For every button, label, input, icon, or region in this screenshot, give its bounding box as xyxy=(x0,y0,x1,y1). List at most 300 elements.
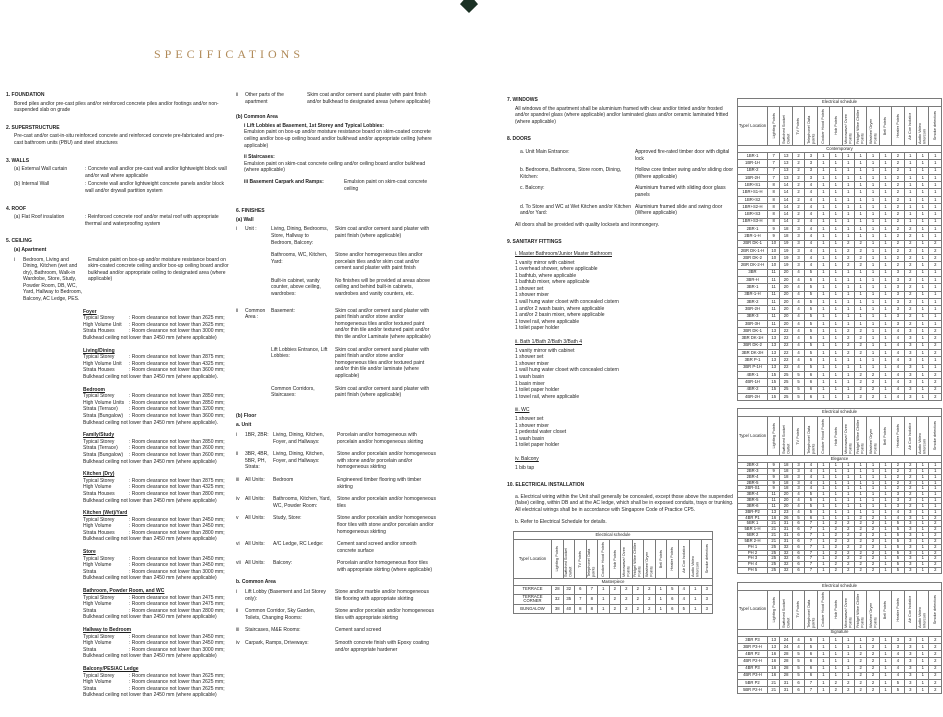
point-count: 1 xyxy=(842,291,854,298)
point-count: 1 xyxy=(917,393,929,400)
point-count: 1 xyxy=(879,306,891,313)
column-header xyxy=(917,107,929,146)
point-count: 2 xyxy=(929,562,942,568)
point-count: 14 xyxy=(780,218,792,225)
column-header xyxy=(817,417,829,456)
fixture-area-title: iv. Balcony xyxy=(515,455,539,462)
spec-item-label: c. Balcony: xyxy=(520,185,545,192)
fixture-item: 1 shower mixer xyxy=(515,292,549,299)
unit-type: PH 2 xyxy=(738,550,768,556)
point-count: 1 xyxy=(830,240,842,247)
point-count: 2 xyxy=(929,568,942,574)
point-count: 2 xyxy=(929,544,942,550)
apartment-subheading: (a) Apartment xyxy=(14,246,47,253)
point-count: 2 xyxy=(854,262,866,269)
unit-type: 4BR P2 xyxy=(738,651,768,658)
ceiling-clearance-row xyxy=(83,523,232,530)
electrical-schedule-table xyxy=(513,531,713,614)
point-count: 4 xyxy=(805,182,817,189)
point-count: 1 xyxy=(830,342,842,349)
point-count: 4 xyxy=(792,636,804,643)
ceiling-block-title: Family/Study xyxy=(83,432,115,439)
ceiling-block-title: Hallway to Bedroom xyxy=(83,627,132,633)
point-count: 1 xyxy=(830,480,842,486)
point-count: 1 xyxy=(917,255,929,262)
section-walls xyxy=(6,158,232,195)
clearance-value: : Room clearance not lower than 2600 mm; xyxy=(129,451,225,458)
point-count: 1 xyxy=(817,335,829,342)
point-count: 1 xyxy=(854,492,866,498)
point-count: 22 xyxy=(780,350,792,357)
column-header xyxy=(792,590,804,629)
point-count: 1 xyxy=(830,474,842,480)
point-count: 2 xyxy=(929,644,942,651)
column-header-label: Smoke detectors xyxy=(932,421,938,451)
wall-finish-row xyxy=(271,386,436,399)
column-header-label: Air Con Isolator xyxy=(907,112,913,140)
point-count: 3 xyxy=(892,320,904,327)
point-count: 5 xyxy=(805,269,817,276)
clearance-value: : Room clearance not lower than 2850 mm; xyxy=(129,393,225,400)
column-header xyxy=(701,540,713,579)
wall-finish-group xyxy=(236,308,436,405)
point-count: 15 xyxy=(768,371,780,378)
ceiling-clearance-row xyxy=(83,491,232,498)
point-count: 2 xyxy=(867,386,879,393)
point-count: 2 xyxy=(644,605,656,614)
section-superstructure xyxy=(6,125,232,147)
schedule-row xyxy=(738,284,942,291)
floor-finish-row xyxy=(236,496,436,509)
point-count: 38 xyxy=(552,605,564,614)
unit-type: 1BR+S2-H xyxy=(738,204,768,211)
point-count: 2 xyxy=(929,240,942,247)
point-count: 2 xyxy=(929,350,942,357)
point-count: 1 xyxy=(917,379,929,386)
point-count: 1 xyxy=(867,196,879,203)
wall-common-group xyxy=(236,308,436,405)
point-count: 5 xyxy=(792,371,804,378)
spec-item-value: : Concrete wall and/or pre-cast wall and/or lightweight block wall and/or wall where applicable xyxy=(85,166,227,179)
schedule-row xyxy=(738,687,942,694)
point-count: 1 xyxy=(867,277,879,284)
point-count: 1 xyxy=(842,284,854,291)
storey-type: Typical Storey xyxy=(83,672,115,679)
point-count: 1 xyxy=(929,320,942,327)
ceiling-clearance-row xyxy=(83,413,232,420)
point-count: 2 xyxy=(904,492,916,498)
clearance-value: : Room clearance not lower than 2625 mm; xyxy=(129,679,225,686)
point-count: 1 xyxy=(854,364,866,371)
point-count: 24 xyxy=(780,644,792,651)
column-header-label: Telephone/ Data points xyxy=(586,548,596,578)
electrical-schedule-table xyxy=(737,408,942,574)
point-count: 1 xyxy=(917,672,929,679)
schedule-row xyxy=(738,320,942,327)
bulkhead-note: Bulkhead ceiling not lower than 2450 mm (where applicable) xyxy=(83,536,217,543)
area-title: i Lift Lobbies at Basement, 1st Storey and Typical Lobbies: xyxy=(244,122,384,129)
storey-type: Strata (Bungalow) xyxy=(83,451,124,458)
point-count: 1 xyxy=(879,204,891,211)
point-count: 4 xyxy=(892,509,904,515)
point-count: 2 xyxy=(867,562,879,568)
point-count: 1 xyxy=(854,498,866,504)
storey-type: Typical Storey xyxy=(83,594,115,601)
column-header xyxy=(780,590,792,629)
point-count: 3 xyxy=(904,379,916,386)
point-count: 1 xyxy=(879,167,891,174)
point-count: 1 xyxy=(917,509,929,515)
point-count: 2 xyxy=(929,521,942,527)
schedule-row xyxy=(738,240,942,247)
bulkhead-note: Bulkhead ceiling not lower than 2450 mm (where applicable) xyxy=(83,575,217,582)
point-count: 5 xyxy=(892,679,904,686)
column-header-label: Heater Points xyxy=(669,547,675,571)
section-heading: 1. FOUNDATION xyxy=(6,92,45,98)
storey-type: Strata xyxy=(83,685,97,692)
point-count: 1 xyxy=(817,463,829,469)
point-count: 16 xyxy=(768,672,780,679)
point-count: 1 xyxy=(929,474,942,480)
point-count: 1 xyxy=(854,174,866,181)
floor-finish-row xyxy=(236,541,436,554)
ceiling-block-title: Store xyxy=(83,549,96,556)
section-heading: 7. WINDOWS xyxy=(507,97,538,103)
ceiling-clearance-row xyxy=(83,328,232,335)
page-title: SPECIFICATIONS xyxy=(154,47,305,61)
column-header xyxy=(830,417,842,456)
spec-item-value: Approved fire-rated timber door with digital lock xyxy=(635,148,730,162)
storey-type: Strata (Bungalow) xyxy=(83,412,124,419)
floor-common-row xyxy=(236,627,436,634)
ceiling-clearance-row xyxy=(83,569,232,576)
unit-type: 3BR DK-1H xyxy=(738,335,768,342)
column-header xyxy=(929,590,942,629)
point-count: 1 xyxy=(867,509,879,515)
point-count: 2 xyxy=(867,533,879,539)
point-count: 31 xyxy=(780,687,792,694)
point-count: 1 xyxy=(830,196,842,203)
unit-types: All Units: xyxy=(245,560,265,567)
point-count: 1 xyxy=(854,204,866,211)
spec-item-value: Aluminium framed slide and swing door (Where applicable) xyxy=(635,203,723,217)
spec-item-label: (a) External Wall curtain xyxy=(14,166,68,173)
point-count: 11 xyxy=(768,306,780,313)
column-header-label: Smoke detectors xyxy=(932,111,938,141)
point-count: 1 xyxy=(817,364,829,371)
point-count: 11 xyxy=(768,320,780,327)
column-ceiling-finishes xyxy=(236,92,436,659)
point-count: 1 xyxy=(917,233,929,240)
point-count: 4 xyxy=(892,515,904,521)
point-count: 1 xyxy=(917,225,929,232)
point-count: 1 xyxy=(929,480,942,486)
point-count: 3 xyxy=(904,357,916,364)
point-count: 2 xyxy=(904,320,916,327)
point-count: 5 xyxy=(805,364,817,371)
point-count: 6 xyxy=(792,544,804,550)
floor-finish-row xyxy=(236,515,436,535)
point-count: 1 xyxy=(817,350,829,357)
column-header-label: Switched Socket Outlet xyxy=(563,548,573,578)
point-count: 1 xyxy=(817,240,829,247)
point-count: 5 xyxy=(805,357,817,364)
type-location-header: Type/ Location xyxy=(738,590,768,629)
point-count: 5 xyxy=(805,320,817,327)
point-count: 9 xyxy=(768,233,780,240)
spec-item xyxy=(520,167,737,180)
point-count: 1 xyxy=(842,509,854,515)
ceiling-block xyxy=(83,471,232,504)
point-count: 31 xyxy=(780,527,792,533)
point-count: 7 xyxy=(805,556,817,562)
point-count: 4 xyxy=(792,291,804,298)
ceiling-apartment-item xyxy=(6,257,232,303)
ceiling-clearance-blocks xyxy=(6,309,232,699)
point-count: 2 xyxy=(904,240,916,247)
room-list: Basement: xyxy=(271,307,295,314)
point-count: 1 xyxy=(830,498,842,504)
finish-value: Stone and/or porcelain and/or homogeneous with stone and/or porcelain and/or homogeneous skirting xyxy=(337,451,436,471)
point-count: 5 xyxy=(805,284,817,291)
column-header xyxy=(830,107,842,146)
unit-type: 2BR-4 xyxy=(738,474,768,480)
point-count: 4 xyxy=(892,379,904,386)
point-count: 3 xyxy=(792,240,804,247)
spec-item-label: (b) Internal Wall xyxy=(14,181,50,188)
point-count: 1 xyxy=(917,291,929,298)
point-count: 1 xyxy=(817,357,829,364)
point-count: 2 xyxy=(929,386,942,393)
column-header-label: Cooker Hood Points xyxy=(820,592,826,628)
point-count: 7 xyxy=(768,174,780,181)
point-count: 5 xyxy=(805,335,817,342)
point-count: 1 xyxy=(817,255,829,262)
point-count: 1 xyxy=(830,468,842,474)
point-count: 4 xyxy=(805,204,817,211)
schedule-row xyxy=(738,679,942,686)
point-count: 3 xyxy=(892,498,904,504)
schedule-row xyxy=(738,672,942,679)
point-count: 14 xyxy=(780,204,792,211)
point-count: 6 xyxy=(805,658,817,665)
point-count: 21 xyxy=(768,527,780,533)
room-list: Built-in cabinet, vanity counter, above ceiling, wardrobes: xyxy=(271,277,321,298)
section-heading: 10. ELECTRICAL INSTALLATION xyxy=(507,482,585,489)
point-count: 1 xyxy=(917,306,929,313)
ceiling-clearance-row xyxy=(83,367,232,374)
point-count: 1 xyxy=(817,204,829,211)
point-count: 2 xyxy=(621,594,633,605)
section-electrical xyxy=(507,482,737,614)
ceiling-clearance-row xyxy=(83,452,232,459)
room-list: Living, Dining, Kitchen, Foyer, and Hallways: xyxy=(273,451,324,464)
unit-type: 3BR-P2 xyxy=(738,509,768,515)
point-count: 4 xyxy=(892,342,904,349)
unit-type: 4BR P3 xyxy=(738,665,768,672)
point-count: 18 xyxy=(780,468,792,474)
schedule-row xyxy=(738,211,942,218)
schedule-row xyxy=(738,364,942,371)
storey-type: Strata Houses xyxy=(83,328,115,335)
point-count: 1 xyxy=(867,255,879,262)
point-count: 4 xyxy=(892,651,904,658)
unit-type: 4BR-2 xyxy=(738,386,768,393)
point-count: 1 xyxy=(842,371,854,378)
point-count: 5 xyxy=(792,672,804,679)
item-numeral: iii xyxy=(236,476,240,483)
point-count: 2 xyxy=(867,679,879,686)
point-count: 1 xyxy=(842,463,854,469)
point-count: 15 xyxy=(768,386,780,393)
point-count: 7 xyxy=(805,550,817,556)
room-list: Lift Lobbies Entrance, Lift Lobbies: xyxy=(271,346,328,360)
area-list: Staircases, M&E Rooms: xyxy=(245,627,301,634)
point-count: 25 xyxy=(768,550,780,556)
point-count: 1 xyxy=(854,277,866,284)
point-count: 1 xyxy=(917,568,929,574)
point-count: 2 xyxy=(854,328,866,335)
point-count: 35 xyxy=(563,594,575,605)
point-count: 1 xyxy=(817,521,829,527)
schedule-row xyxy=(738,651,942,658)
ceiling-block-title: Bathroom, Powder Room, and WC xyxy=(83,588,165,595)
point-count: 2 xyxy=(842,527,854,533)
point-count: 1 xyxy=(867,480,879,486)
point-count: 2 xyxy=(904,298,916,305)
point-count: 2 xyxy=(854,658,866,665)
point-count: 1 xyxy=(879,240,891,247)
point-count: 1 xyxy=(867,463,879,469)
unit-types: All Units: xyxy=(245,515,265,522)
point-count: 32 xyxy=(780,556,792,562)
unit-type: 2BR DK-1 xyxy=(738,240,768,247)
point-count: 1 xyxy=(854,636,866,643)
column-windows-doors-sanitary-electrical xyxy=(507,97,737,625)
point-count: 2 xyxy=(929,371,942,378)
point-count: 4 xyxy=(805,225,817,232)
ceiling-block-title: Kitchen (Dry) xyxy=(83,471,115,478)
point-count: 3 xyxy=(792,247,804,254)
schedule-row xyxy=(738,247,942,254)
point-count: 1 xyxy=(842,468,854,474)
column-header-label: Air Con Isolator xyxy=(907,596,913,624)
point-count: 2 xyxy=(842,240,854,247)
column-header-label: Microwave/ Oven Points xyxy=(842,597,853,628)
point-count: 2 xyxy=(892,153,904,160)
point-count: 1 xyxy=(904,153,916,160)
column-header xyxy=(867,590,879,629)
point-count: 1 xyxy=(867,364,879,371)
point-count: 1 xyxy=(867,167,879,174)
unit-type: 1BR+S3-H xyxy=(738,218,768,225)
unit-types: 1BR, 2BR: xyxy=(245,431,269,438)
unit-types: 3BR, 4BR, 5BR, PH, Strata: xyxy=(245,451,269,471)
column-header xyxy=(867,107,879,146)
point-count: 4 xyxy=(792,498,804,504)
point-count: 3 xyxy=(904,651,916,658)
point-count: 15 xyxy=(768,393,780,400)
storey-type: Strata xyxy=(83,646,97,653)
column-header-label: Fridge/ Wine Chiller Points xyxy=(632,542,642,578)
point-count: 3 xyxy=(904,527,916,533)
point-count: 1 xyxy=(867,204,879,211)
point-count: 4 xyxy=(892,658,904,665)
unit-type: 3BR-6 xyxy=(738,503,768,509)
point-count: 1 xyxy=(904,167,916,174)
floor-common-row xyxy=(236,589,436,602)
point-count: 6 xyxy=(667,605,679,614)
point-count: 1 xyxy=(817,515,829,521)
unit-types: All Units: xyxy=(245,476,265,483)
finish-value: Porcelain and/or homogeneous with porcelain and/or homogeneous skirting xyxy=(337,431,424,445)
point-count: 4 xyxy=(892,672,904,679)
point-count: 2 xyxy=(867,515,879,521)
clearance-value: : Room clearance not lower than 2450 mm; xyxy=(129,562,225,569)
point-count: 5 xyxy=(805,342,817,349)
clearance-value: : Room clearance not lower than 2875 mm; xyxy=(129,354,225,361)
finish-value: Stone and/or porcelain and/or homogeneous floor tiles with stone and/or porcelain and/or homogeneous skirting xyxy=(337,515,436,535)
point-count: 1 xyxy=(842,474,854,480)
point-count: 2 xyxy=(929,247,942,254)
point-count: 2 xyxy=(854,515,866,521)
ceiling-clearance-row xyxy=(83,322,232,329)
point-count: 1 xyxy=(929,284,942,291)
point-count: 22 xyxy=(780,328,792,335)
point-count: 3 xyxy=(904,335,916,342)
finish-value: Smooth concrete finish with Epoxy coating and/or appropriate hardener xyxy=(335,640,429,653)
column-header-label: Audio Video Intercom xyxy=(917,433,927,455)
schedule-row xyxy=(738,204,942,211)
column-header xyxy=(598,540,610,579)
point-count: 5 xyxy=(792,386,804,393)
point-count: 6 xyxy=(805,393,817,400)
point-count: 20 xyxy=(780,503,792,509)
point-count: 2 xyxy=(929,255,942,262)
electrical-schedule-masterpiece xyxy=(513,531,713,614)
point-count: 2 xyxy=(854,651,866,658)
point-count: 1 xyxy=(904,182,916,189)
point-count: 1 xyxy=(842,225,854,232)
point-count: 3 xyxy=(904,342,916,349)
clearance-value: : Room clearance not lower than 2800 mm; xyxy=(129,529,225,536)
point-count: 7 xyxy=(768,167,780,174)
point-count: 31 xyxy=(780,521,792,527)
column-header-label: Audio Video Intercom xyxy=(917,123,927,144)
storey-type: Typical Storey xyxy=(83,438,115,445)
point-count: 1 xyxy=(842,189,854,196)
point-count: 1 xyxy=(830,284,842,291)
point-count: 22 xyxy=(780,335,792,342)
storey-type: High Volume Unit xyxy=(83,360,122,367)
room-list: Bathrooms, WC, Kitchen, Yard: xyxy=(271,252,328,265)
ceiling-clearance-row xyxy=(83,484,232,491)
point-count: 1 xyxy=(817,379,829,386)
finish-value: Stone and/or homogeneous tiles and/or porcelain tiles and/or skim coat and/or cement sand plaster with paint finish xyxy=(335,252,423,272)
ceiling-block-title: Kitchen (Wet)/Yard xyxy=(83,510,128,517)
point-count: 1 xyxy=(929,509,942,515)
unit-type: 1BR-2 xyxy=(738,167,768,174)
point-count: 4 xyxy=(892,364,904,371)
point-count: 21 xyxy=(768,521,780,527)
point-count: 10 xyxy=(768,255,780,262)
point-count: 2 xyxy=(644,594,656,605)
point-count: 1 xyxy=(917,211,929,218)
clearance-value: : Room clearance not lower than 3000 mm; xyxy=(129,328,225,335)
point-count: 4 xyxy=(892,665,904,672)
storey-type: High Volume xyxy=(83,640,112,647)
point-count: 2 xyxy=(929,665,942,672)
